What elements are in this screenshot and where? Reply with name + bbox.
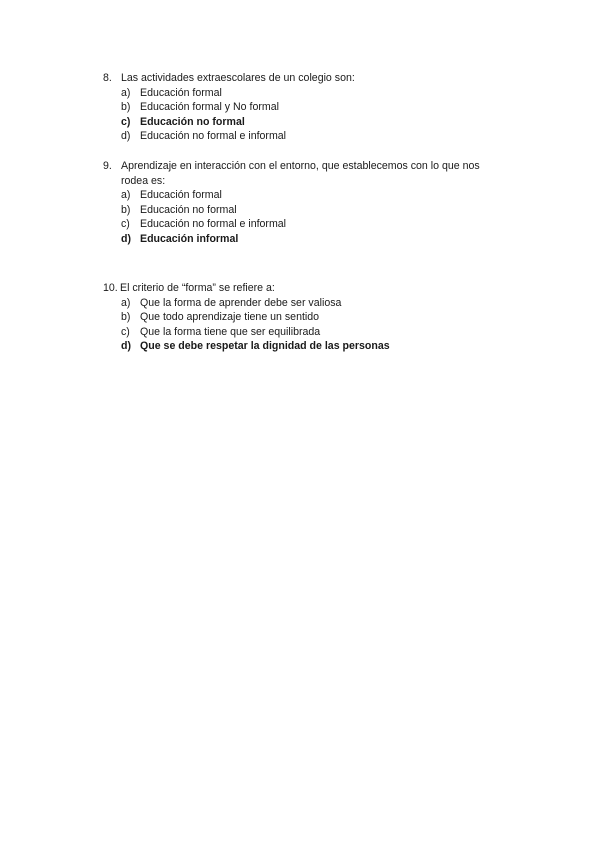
option-letter: c) — [121, 115, 131, 128]
option-c — [121, 217, 503, 232]
option-letter: b) — [121, 101, 131, 114]
option-b — [121, 203, 503, 218]
option-d-correct — [121, 232, 503, 247]
question-9 — [103, 159, 503, 247]
question-stem — [103, 159, 503, 188]
question-number: 10. — [103, 282, 118, 294]
question-stem — [103, 71, 503, 86]
option-letter: c) — [121, 218, 130, 231]
option-letter: d) — [121, 130, 131, 143]
option-text: Educación formal — [140, 86, 222, 99]
question-number: 9. — [103, 160, 112, 172]
option-list — [103, 86, 503, 144]
option-text: Educación formal y No formal — [140, 101, 279, 114]
question-text: Aprendizaje en interacción con el entorno, que establecemos con lo que nos rodea es: — [121, 160, 480, 187]
option-text: Educación no formal — [140, 115, 245, 128]
option-text: Que la forma de aprender debe ser valiosa — [140, 296, 342, 309]
option-letter: a) — [121, 86, 131, 99]
option-letter: a) — [121, 296, 131, 309]
option-c — [121, 325, 503, 340]
option-text: Educación no formal — [140, 203, 237, 216]
option-text: Que la forma tiene que ser equilibrada — [140, 325, 321, 338]
option-list — [103, 188, 503, 246]
option-letter: b) — [121, 311, 131, 324]
option-a — [121, 188, 503, 203]
option-text: Educación formal — [140, 189, 222, 202]
option-letter: c) — [121, 325, 130, 338]
option-list — [103, 296, 503, 354]
question-stem — [103, 281, 503, 296]
option-b — [121, 100, 503, 115]
question-text: Las actividades extraescolares de un colegio son: — [121, 72, 355, 84]
option-letter: a) — [121, 189, 131, 202]
option-text: Educación no formal e informal — [140, 130, 287, 143]
option-text: Que se debe respetar la dignidad de las personas — [140, 340, 390, 353]
option-b — [121, 310, 503, 325]
question-number: 8. — [103, 72, 112, 84]
option-letter: d) — [121, 232, 131, 245]
option-a — [121, 296, 503, 311]
question-8 — [103, 71, 503, 144]
option-d — [121, 129, 503, 144]
question-10 — [103, 281, 503, 354]
question-text: El criterio de “forma” se refiere a: — [120, 282, 275, 294]
option-letter: d) — [121, 340, 131, 353]
option-text: Educación informal — [140, 232, 239, 245]
option-text: Que todo aprendizaje tiene un sentido — [140, 311, 320, 324]
option-d-correct — [121, 339, 503, 354]
option-letter: b) — [121, 203, 131, 216]
option-c-correct — [121, 115, 503, 130]
option-a — [121, 86, 503, 101]
option-text: Educación no formal e informal — [140, 218, 287, 231]
